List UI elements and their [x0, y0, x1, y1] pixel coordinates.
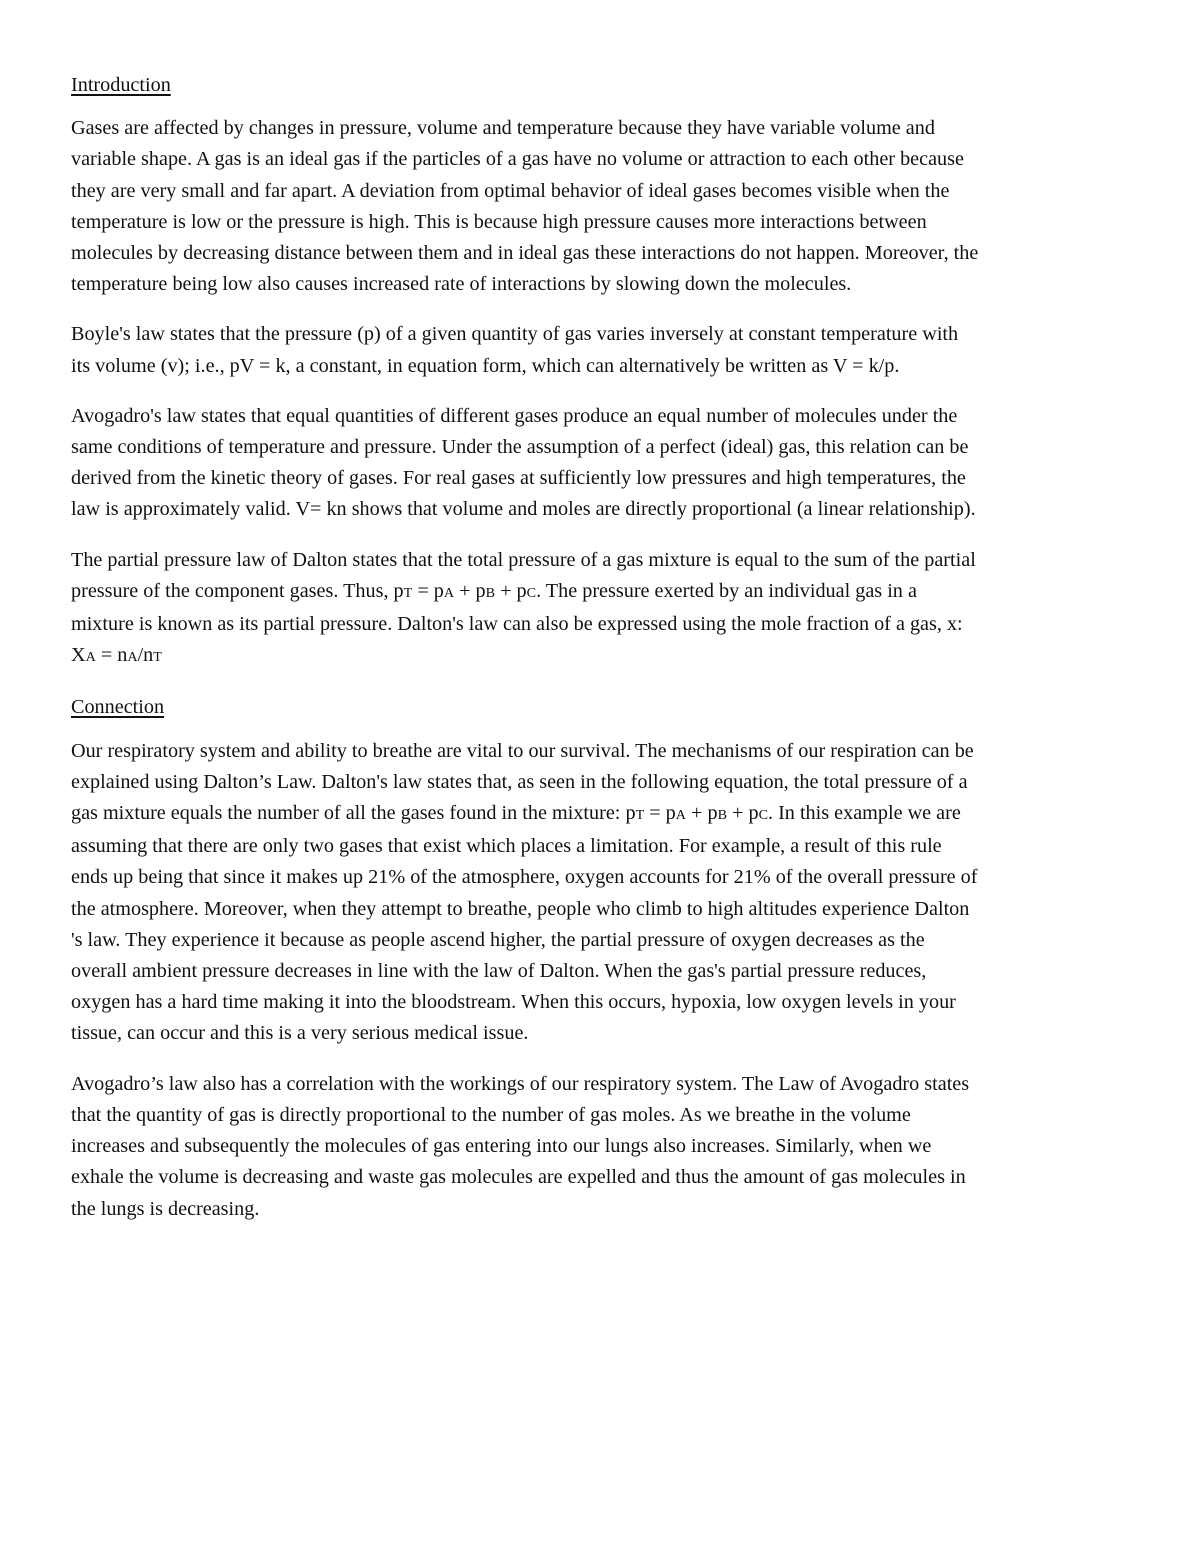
text-run: + p [495, 579, 527, 602]
text-line-equation [71, 798, 1133, 831]
subscript: T [153, 649, 162, 666]
text-line: variable shape. A gas is an ideal gas if the particles of a gas have no volume or attraction to each other because [71, 148, 964, 171]
text-line: same conditions of temperature and pressure. Under the assumption of a perfect (ideal) gas, this relation can be [71, 436, 969, 459]
subscript: C [758, 807, 768, 824]
subscript: A [127, 649, 138, 666]
text-run: = n [95, 644, 128, 667]
text-line: temperature is low or the pressure is high. This is because high pressure causes more interactions between [71, 210, 927, 233]
text-run: + p [454, 579, 486, 602]
text-line: molecules by decreasing distance between them and in ideal gas these interactions do not happen. Moreover, the [71, 242, 979, 265]
text-line: explained using Dalton’s Law. Dalton's law states that, as seen in the following equation, the total pressure of a [71, 770, 968, 793]
text-run: . The pressure exerted by an individual gas in a [536, 579, 917, 602]
text-line: Gases are affected by changes in pressure, volume and temperature because they have variable volume and [71, 117, 935, 140]
text-run: . In this example we are [767, 802, 961, 825]
text-line: they are very small and far apart. A deviation from optimal behavior of ideal gases becomes visible when the [71, 179, 950, 202]
text-run: = p [412, 579, 444, 602]
paragraph-boyles-law [71, 319, 1133, 381]
text-line: derived from the kinetic theory of gases. For real gases at sufficiently low pressures and high temperatures, the [71, 467, 966, 490]
subscript: T [403, 584, 413, 601]
text-run: + p [726, 802, 759, 825]
text-line: increases and subsequently the molecules of gas entering into our lungs also increases. Similarly, when we [71, 1135, 932, 1158]
text-line-equation [71, 640, 1133, 673]
text-line: The partial pressure law of Dalton states that the total pressure of a gas mixture is equal to the sum of the partial [71, 548, 976, 571]
subscript: T [635, 807, 645, 824]
text-line: ends up being that since it makes up 21% of the atmosphere, oxygen accounts for 21% of the overall pressure of [71, 866, 978, 889]
text-line: Avogadro’s law also has a correlation with the workings of our respiratory system. The Law of Avogadro states [71, 1072, 970, 1095]
text-line: 's law. They experience it because as people ascend higher, the partial pressure of oxygen decreases as the [71, 928, 925, 951]
paragraph-respiration-avogadro [71, 1069, 1133, 1225]
paragraph-ideal-gases [71, 113, 1133, 300]
text-line: mixture is known as its partial pressure. Dalton's law can also be expressed using the mole fraction of a gas, x: [71, 613, 963, 636]
text-line: assuming that there are only two gases that exist which places a limitation. For example, a result of this rule [71, 835, 942, 858]
text-run: pressure of the component gases. Thus, p [71, 579, 404, 602]
text-line: its volume (v); i.e., pV = k, a constant, in equation form, which can alternatively be written as V = k/p. [71, 354, 900, 377]
text-line: the lungs is decreasing. [71, 1197, 260, 1220]
paragraph-daltons-law [71, 545, 1133, 674]
section-heading-introduction: Introduction [71, 74, 171, 96]
subscript: A [675, 807, 686, 824]
text-line: temperature being low also causes increased rate of interactions by slowing down the molecules. [71, 273, 852, 296]
text-run: + p [685, 802, 718, 825]
section-heading-connection: Connection [71, 696, 165, 719]
text-run: /n [137, 644, 154, 667]
subscript: C [526, 584, 537, 601]
text-line-equation [71, 576, 1133, 609]
document-page [71, 70, 1133, 1244]
subscript: B [717, 807, 727, 824]
text-run: X [71, 644, 86, 667]
text-line: overall ambient pressure decreases in line with the law of Dalton. When the gas's partial pressure reduces, [71, 960, 927, 983]
text-run: = p [644, 802, 676, 825]
paragraph-respiration-dalton [71, 736, 1133, 1050]
text-line: that the quantity of gas is directly proportional to the number of gas moles. As we breathe in the volume [71, 1103, 911, 1126]
text-line: the atmosphere. Moreover, when they attempt to breathe, people who climb to high altitudes experience Dalton [71, 897, 970, 920]
subscript: A [85, 649, 96, 666]
subscript: A [443, 584, 455, 601]
text-line: Our respiratory system and ability to breathe are vital to our survival. The mechanisms of our respiration can be [71, 739, 974, 762]
text-run: gas mixture equals the number of all the gases found in the mixture: p [71, 802, 636, 825]
text-line: law is approximately valid. V= kn shows that volume and moles are directly proportional (a linear relationship). [71, 498, 976, 521]
subscript: B [485, 584, 496, 601]
text-line: Boyle's law states that the pressure (p) of a given quantity of gas varies inversely at constant temperature with [71, 323, 959, 346]
text-line: exhale the volume is decreasing and waste gas molecules are expelled and thus the amount of gas molecules in [71, 1166, 966, 1189]
paragraph-avogadros-law [71, 401, 1133, 526]
text-line: oxygen has a hard time making it into the bloodstream. When this occurs, hypoxia, low oxygen levels in your [71, 991, 956, 1014]
text-line: Avogadro's law states that equal quantities of different gases produce an equal number of molecules under the [71, 404, 958, 427]
text-line: tissue, can occur and this is a very serious medical issue. [71, 1022, 529, 1045]
